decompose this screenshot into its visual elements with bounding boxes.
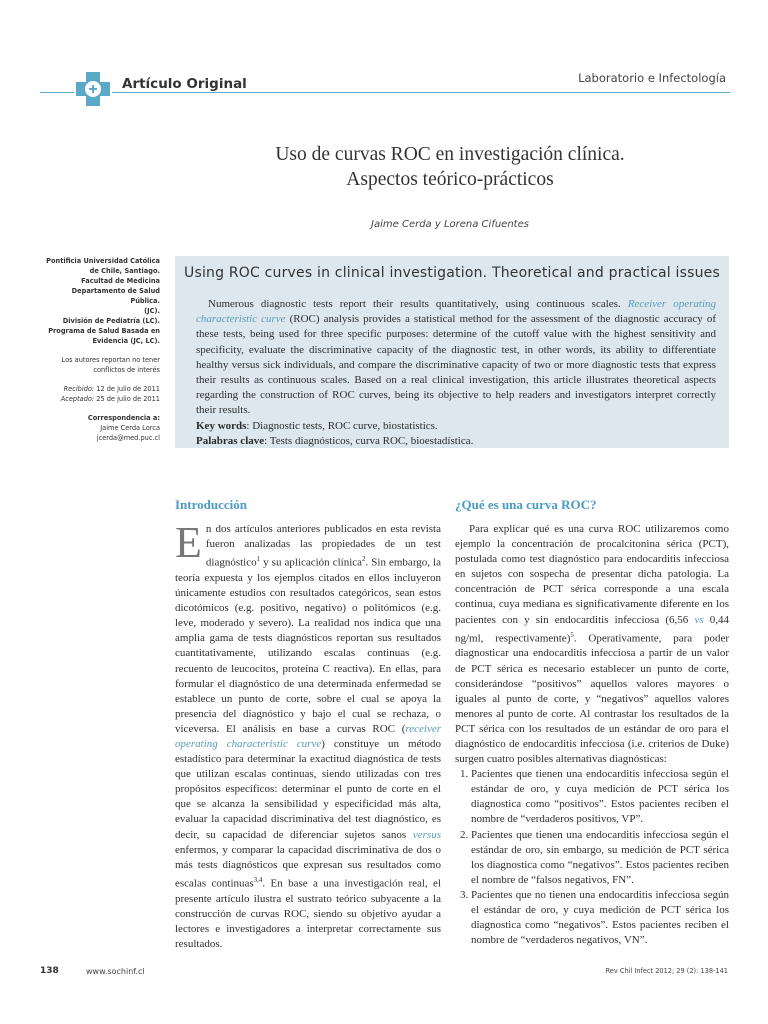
ref-sup-3: 3,4 bbox=[253, 875, 263, 884]
aff-unit-2: Departamento de Salud Pública. bbox=[71, 287, 160, 305]
ref-sup-2: 2 bbox=[362, 555, 366, 564]
aff-unit-3: (JC). bbox=[144, 307, 160, 315]
aff-unit-5: Programa de Salud Basada en bbox=[48, 327, 160, 335]
roc-column bbox=[455, 522, 729, 948]
accepted-date: 25 de julio de 2011 bbox=[96, 395, 160, 403]
roc-text-c: . Operativamente, para poder diagnosticar una endocarditis infecciosa a partir de un valor de PCT sérica es necesario establecer un punto de corte, considerándose “positivos” aquellos valores mayores o iguales al punto de corte, y “negativos” aquellos valores menores al punto de corte. Al contrastar los resultados de la PCT sérica con los resultados de un estándar de oro para el diagnóstico de endocarditis infecciosa (i.e. criterios de Duke) surgen cuatro posibles alternativas diagnósticas: bbox=[455, 632, 730, 766]
intro-italic-roc: receiver operating characteristic curve bbox=[175, 722, 441, 750]
roc-text-a: Para explicar qué es una curva ROC utilizaremos como ejemplo la concentración de procalcitonina sérica (PCT), postulada como test diagnóstico para endocarditis infecciosa en sujetos con sospecha de presentar dicha patología. La concentración de PCT sérica corresponde a una escala continua, cuya mediana es significativamente diferente en los pacientes con y sin endocarditis infecciosa (6,56 bbox=[455, 523, 729, 626]
received-date: 12 de julio de 2011 bbox=[96, 385, 160, 393]
correspondence-label: Correspondencia a: bbox=[87, 414, 160, 422]
list-item: 3. Pacientes que no tienen una endocarditis infecciosa según el estándar de oro, y cuya medición de PCT sérica los diagnostica como “negativos”. Estos pacientes reciben el nombre de “verdaderos negativos, VN”. bbox=[471, 888, 729, 948]
aff-institution-2: de Chile, Santiago. bbox=[89, 267, 160, 275]
conflicts-line-1: Los autores reportan no tener bbox=[61, 356, 160, 364]
abstract-text-a: Numerous diagnostic tests report their results quantitatively, using continuous scales. bbox=[208, 298, 621, 310]
abstract-text bbox=[196, 297, 716, 419]
header-rule-left bbox=[40, 92, 74, 93]
keywords: : Diagnostic tests, ROC curve, biostatistics. bbox=[246, 420, 438, 432]
page-number: 138 bbox=[40, 966, 59, 976]
title-line-2: Aspectos teórico-prácticos bbox=[346, 169, 554, 190]
roc-heading: ¿Qué es una curva ROC? bbox=[455, 497, 597, 512]
affiliation-column bbox=[40, 256, 160, 452]
aff-unit-1: Facultad de Medicina bbox=[81, 277, 160, 285]
diagnostic-alternatives-list bbox=[455, 767, 729, 948]
aff-institution-1: Pontificia Universidad Católica bbox=[46, 257, 160, 265]
abstract-text-b: (ROC) analysis provides a statistical method for the assessment of the diagnostic accuracy of these tests, being used for three specific purposes: determine of the cutoff value with the highest sensitivity and specificity, evaluate the discriminative capacity of the diagnostic test, in other words, its ability to differentiate healthy versus sick individuals, and compare the discriminative capacity of two or more diagnostic tests that express their results as continuous scales. Based on a real clinical investigation, this article illustrates theoretical aspects regarding the construction of ROC curves, being its objective to help readers and investigators interpret correctly their results. bbox=[196, 313, 716, 417]
intro-column bbox=[175, 518, 442, 952]
title-line-1: Uso de curvas ROC en investigación clínica. bbox=[275, 144, 625, 165]
intro-text-a: n dos artículos anteriores publicados en esta revista fueron analizadas las propiedades de un test diagnóstico bbox=[205, 523, 441, 569]
ref-sup-5: 5 bbox=[570, 630, 574, 639]
header-rule-right bbox=[112, 92, 730, 93]
site-link[interactable]: www.sochinf.cl bbox=[86, 967, 145, 976]
journal-section: Laboratorio e Infectología bbox=[578, 71, 726, 85]
article-title bbox=[150, 142, 750, 192]
intro-heading: Introducción bbox=[175, 497, 247, 512]
list-item: 1. Pacientes que tienen una endocarditis infecciosa según el estándar de oro, y cuya medición de PCT sérica los diagnostica como “positivos”. Estos pacientes reciben el nombre de “verdaderos positivos, VP”. bbox=[471, 767, 729, 827]
received-label: Recibido: bbox=[63, 385, 95, 393]
journal-citation: Rev Chil Infect 2012; 29 (2): 138-141 bbox=[605, 967, 728, 975]
journal-logo-icon bbox=[72, 66, 114, 110]
intro-text-e: enfermos, y comparar la capacidad discriminativa de dos o más tests diagnósticos que expresan sus resultados como escalas continuas bbox=[175, 843, 441, 890]
intro-text-c: . Sin embargo, la teoría expuesta y los ejemplos citados en ellos incluyeron únicamente estudios con resultados categóricos, sean estos dicotómicos (e.g. positivo, negativo) o politómicos (e.g. leve, moderado y severo). La realidad nos indica que una amplia gama de tests diagnósticos reportan sus resultados cuantitativamente, utilizando escalas continuas (e.g. recuento de leucocitos, proteína C reactiva). En ellas, para formular el diagnóstico de una determinada enfermedad se establece un punto de corte, sobre el cual se apoya la presencia del diagnóstico y bajo el cual se rechaza, o viceversa. El análisis en base a curvas ROC ( bbox=[175, 556, 441, 735]
ref-sup-1: 1 bbox=[256, 555, 261, 564]
palabras-label: Palabras clave bbox=[196, 434, 265, 447]
authors: Jaime Cerda y Lorena Cifuentes bbox=[371, 219, 529, 230]
aff-unit-6: Evidencia (JC, LC). bbox=[92, 337, 160, 345]
keywords-block bbox=[196, 419, 716, 448]
intro-text-d: ) constituye un método estadístico para determinar la exactitud diagnóstica de tests que utilizan escalas continuas, siendo utilizadas con tres propósitos específicos: determinar el punto de corte en el que se alcanza la sensibilidad y especificidad más alta, evaluar la capacidad discriminativa del test diagnóstico, es decir, su capacidad de diferenciar sujetos sanos bbox=[175, 737, 441, 841]
intro-text-b: y su aplicación clínica bbox=[260, 556, 363, 569]
aff-unit-4: División de Pediatría (LC). bbox=[62, 317, 160, 325]
roc-text-b: 0,44 ng/ml, respectivamente) bbox=[455, 613, 730, 645]
palabras-clave: : Tests diagnósticos, curva ROC, bioestadística. bbox=[264, 434, 474, 447]
roc-italic-vs: vs bbox=[694, 613, 704, 626]
abstract-title: Using ROC curves in clinical investigation. Theoretical and practical issues bbox=[184, 265, 720, 281]
conflicts-line-2: conflictos de interés bbox=[93, 366, 160, 374]
keywords-label: Key words bbox=[196, 420, 247, 432]
accepted-label: Aceptado: bbox=[60, 395, 95, 403]
intro-text-f: . En base a una investigación real, el presente artículo ilustra el sustrato teórico subyacente a la construcción de curvas ROC, siendo su objetivo ayudar a lectores e investigadores a interpretar correctamente sus resultados. bbox=[175, 877, 442, 950]
intro-italic-versus: versus bbox=[412, 828, 441, 841]
section-label: Artículo Original bbox=[122, 76, 247, 92]
list-item: 2. Pacientes que tienen una endocarditis infecciosa según el estándar de oro, sin embargo, su medición de PCT sérica los diagnostica como “negativos”. Estos pacientes reciben el nombre de “falsos negativos, FN”. bbox=[471, 828, 729, 888]
abstract-text-italic: Receiver operating characteristic curve bbox=[196, 298, 717, 326]
correspondence-name: Jaime Cerda Lorca bbox=[100, 424, 160, 432]
drop-cap: E bbox=[175, 518, 202, 567]
correspondence-email: jcerda@med.puc.cl bbox=[96, 434, 160, 442]
